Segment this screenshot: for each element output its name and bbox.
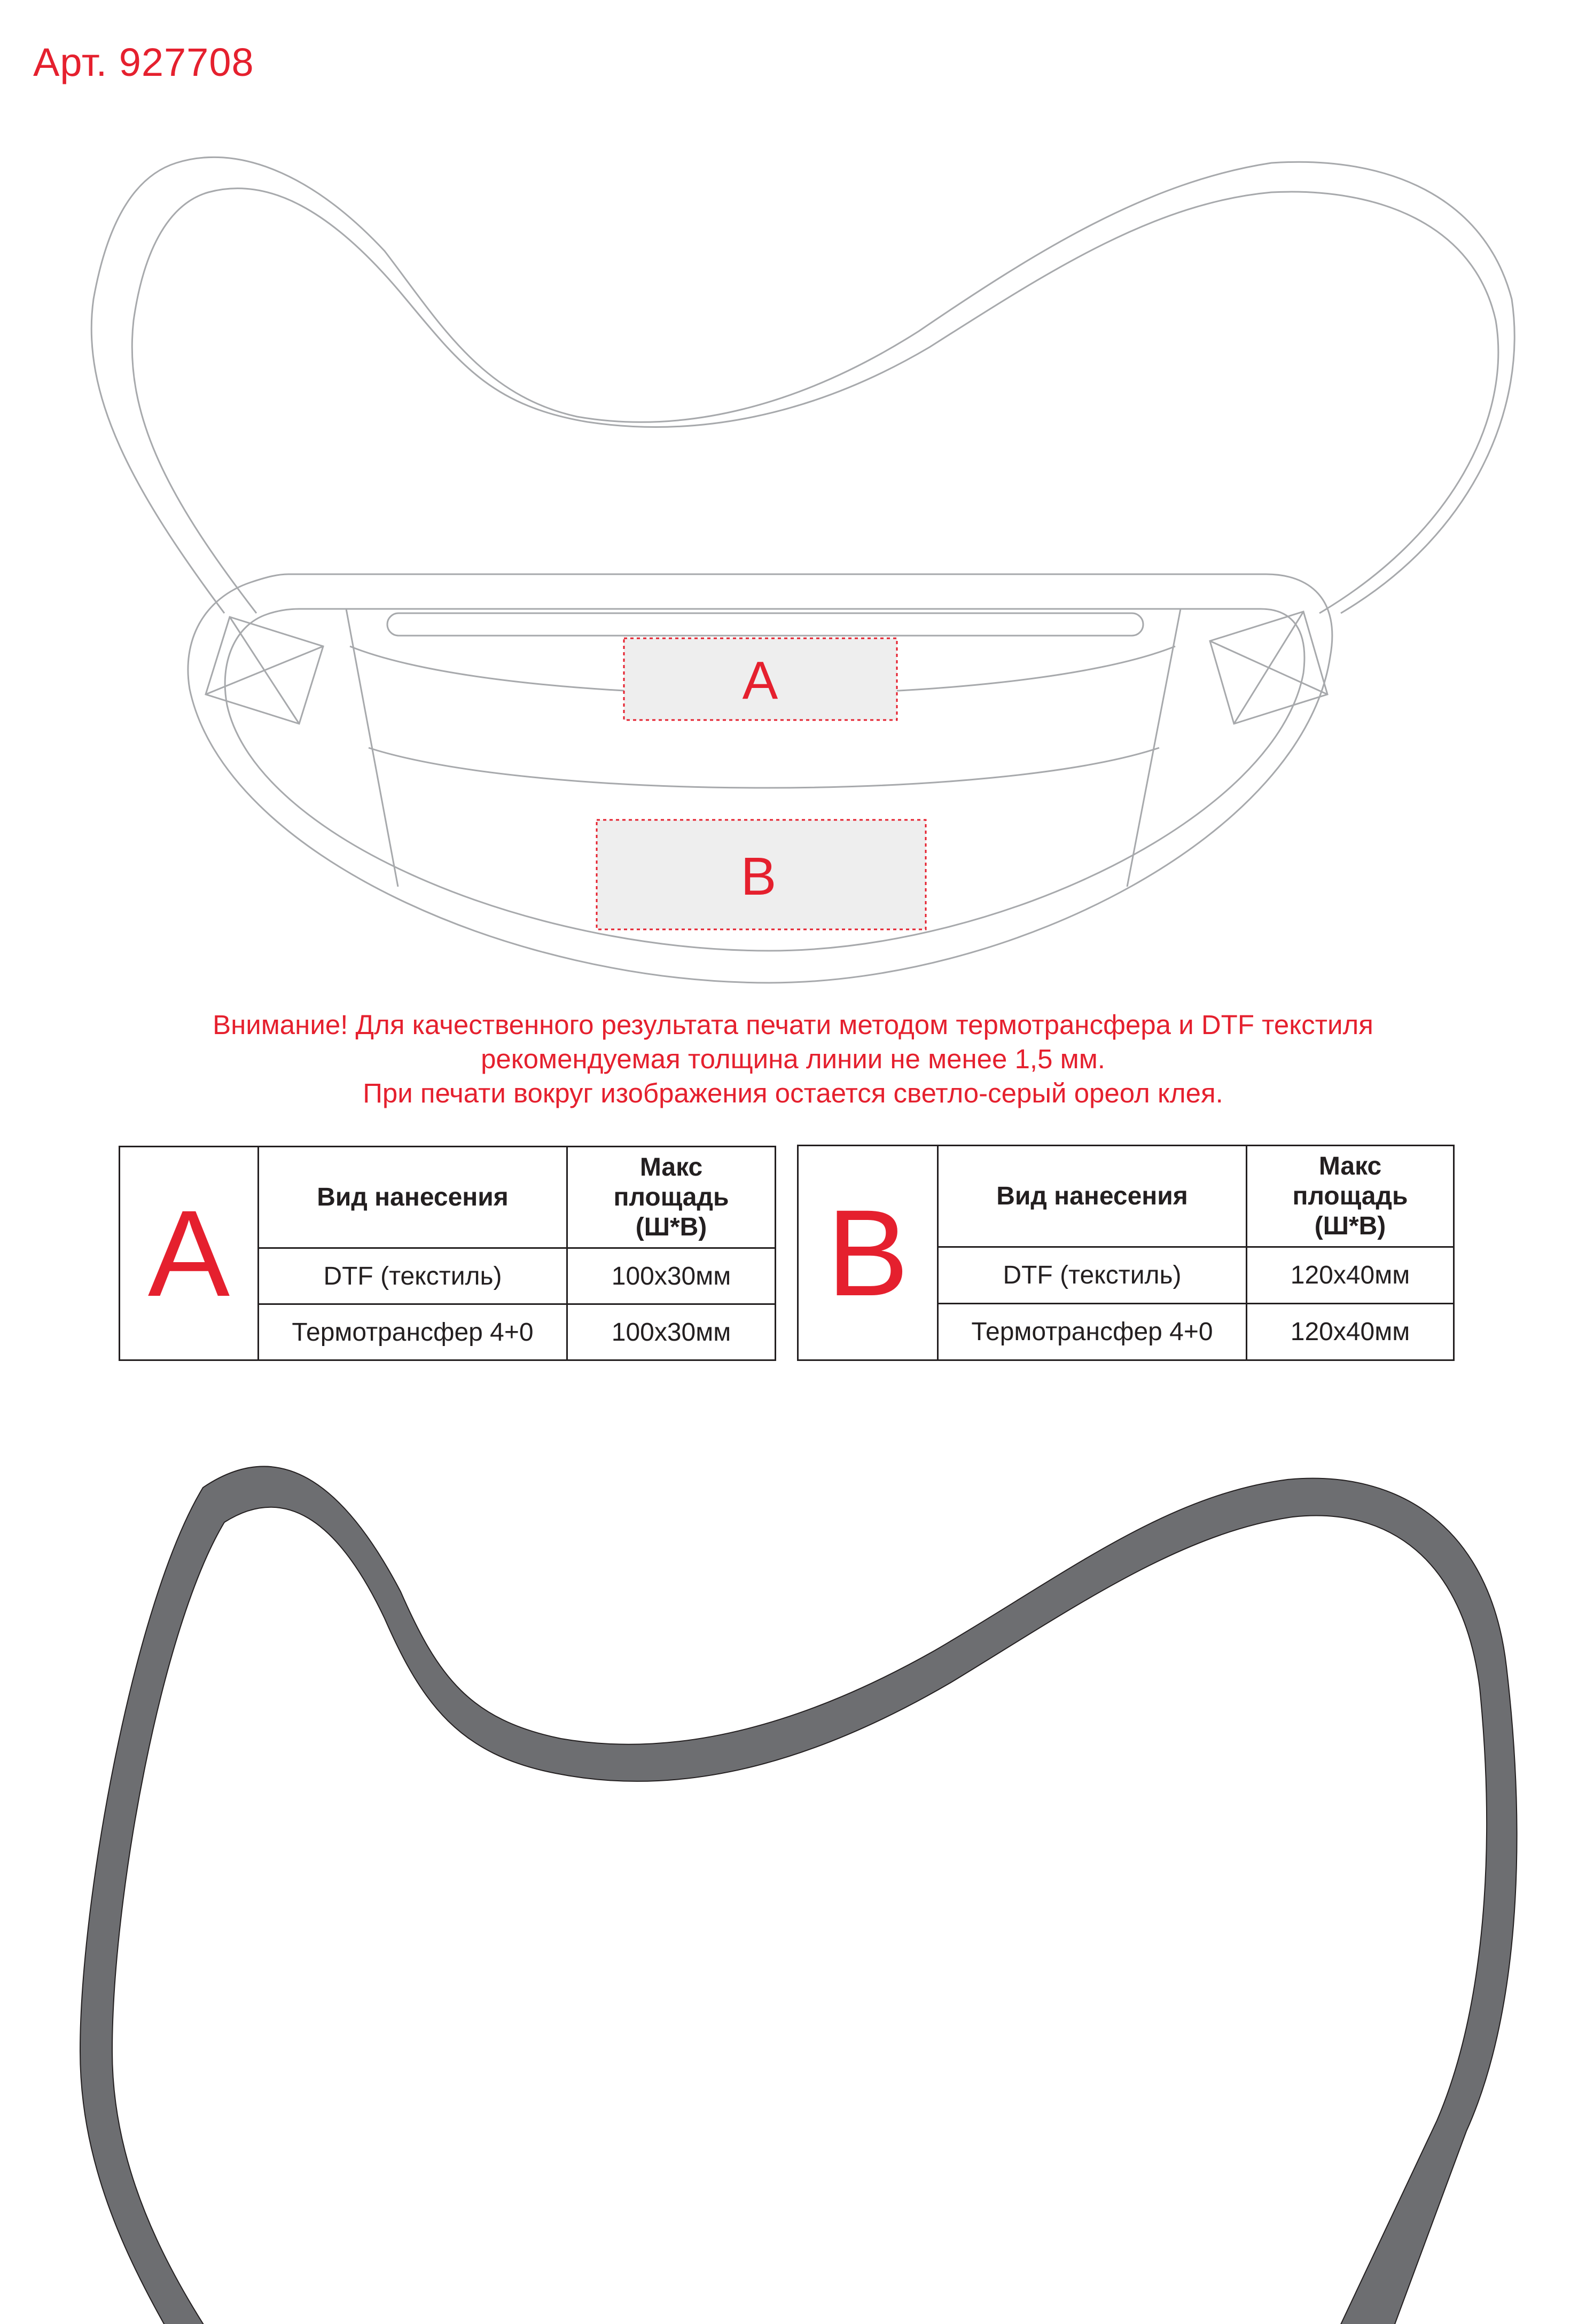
strap-outline [91,157,1514,613]
spec-table-a [119,1146,776,1361]
warning-line-3: При печати вокруг изображения остается светло-серый ореол клея. [363,1078,1223,1108]
table-b-header-area-line-1: Макс [1318,1152,1382,1180]
table-b-letter: B [798,1146,938,1360]
table-b-header-area-line-3: (Ш*В) [1314,1211,1386,1240]
table-a-row-1-method: DTF (текстиль) [259,1248,567,1304]
table-b-row-2-method: Термотрансфер 4+0 [938,1304,1247,1360]
table-a-header-method: Вид нанесения [259,1147,567,1248]
warning-line-1: Внимание! Для качественного результата печати методом термотрансфера и DTF текстиля [213,1010,1373,1040]
table-b-row-1-method: DTF (текстиль) [938,1247,1247,1304]
print-zone-b-label: B [740,847,777,906]
table-a-header-area-line-3: (Ш*В) [635,1212,707,1241]
table-a-row-2-area: 100х30мм [567,1304,776,1360]
table-b-header-method: Вид нанесения [938,1146,1247,1247]
table-b-header-area [1247,1146,1454,1247]
print-zone-a-label: A [742,651,778,710]
buckle-right-outline [1210,612,1327,724]
bag-outline-drawing [0,0,1586,993]
table-a-header-area-line-1: Макс [639,1153,703,1181]
table-a-header-area-line-2: площадь [613,1183,729,1211]
table-a-letter: A [120,1147,259,1360]
table-b-row-1-area: 120х40мм [1247,1247,1454,1304]
table-a-row-1-area: 100х30мм [567,1248,776,1304]
strap-inner-outline [132,189,1498,613]
strap-filled [80,1466,1517,2324]
print-warning [0,1008,1586,1110]
table-a-header-area [567,1147,776,1248]
buckle-left-outline [206,617,323,724]
warning-line-2: рекомендуемая толщина линии не менее 1,5 мм. [481,1044,1105,1074]
article-number: Арт. 927708 [33,40,254,84]
bag-filled-drawing [0,1442,1586,2324]
table-a-row-2-method: Термотрансфер 4+0 [259,1304,567,1360]
spec-table-b [797,1145,1455,1361]
table-b-header-area-line-2: площадь [1292,1181,1408,1210]
table-b-row-2-area: 120х40мм [1247,1304,1454,1360]
zipper-outline [387,613,1143,636]
